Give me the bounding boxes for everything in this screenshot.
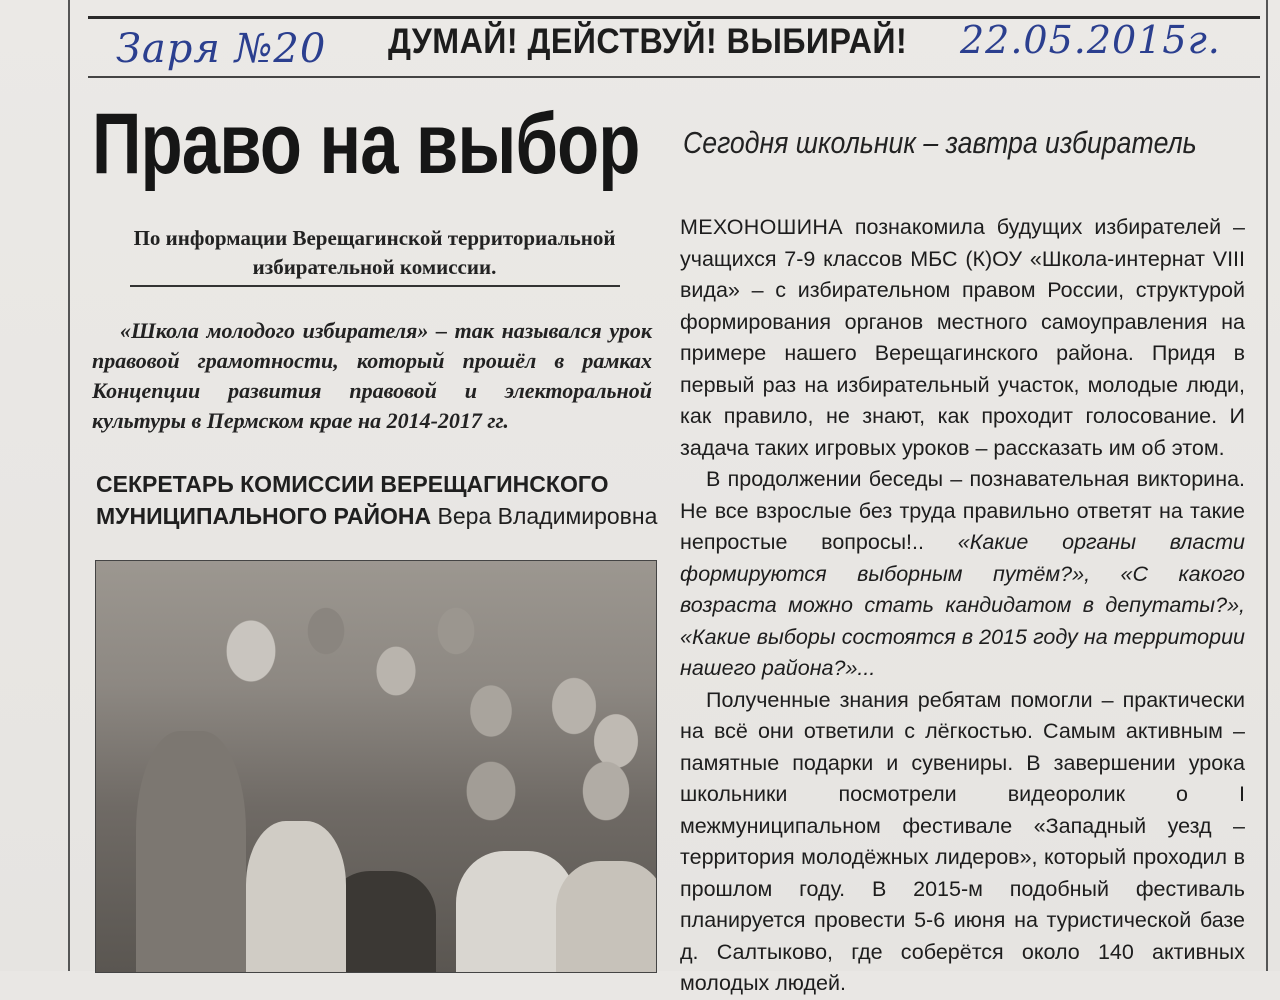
paragraph-2-text: В продолжении беседы – познавательная викторина. Не все взрослые без труда правильно ответят на такие непростые вопросы!.. <box>680 467 1245 554</box>
byline-name: Вера Владимировна <box>437 503 658 529</box>
paragraph-1-text: познакомила будущих избирателей – учащихся 7-9 классов МБС (К)ОУ «Школа-интернат VIII вида» – с избирательном правом России, структурой формирования органов местного самоуправления на примере нашего Верещагинского района. Придя в первый раз на избирательный участок, молодые люди, как правило, не знают, как проходит голосование. И задача таких игровых уроков – рассказать им об этом. <box>680 215 1245 460</box>
author-surname: МЕХОНОШИНА <box>680 215 843 239</box>
quiz-questions: «Какие органы власти формируются выборным путём?», «С какого возраста можно стать кандидатом в депутаты?», «Какие выборы состоятся в 2015 году на территории нашего района?»... <box>680 530 1245 680</box>
handwritten-issue-note: Заря №20 <box>116 26 327 72</box>
article-body-column <box>680 212 1245 1000</box>
header-rule <box>88 76 1260 78</box>
body-paragraph-1 <box>680 212 1245 464</box>
article-photo <box>95 560 657 973</box>
body-paragraph-2 <box>680 464 1245 685</box>
right-edge <box>1266 0 1268 971</box>
byline-title: СЕКРЕТАРЬ КОМИССИИ ВЕРЕЩАГИНСКОГО МУНИЦИПАЛЬНОГО РАЙОНА <box>96 471 609 529</box>
body-paragraph-3 <box>680 685 1245 1000</box>
lead-paragraph: «Школа молодого избирателя» – так назывался урок правовой грамотности, который прошёл в рамках Концепции развития правовой и электоральной культуры в Пермском крае на 2014-2017 гг. <box>92 318 652 433</box>
handwritten-date-note: 22.05.2015г. <box>960 18 1221 62</box>
source-divider <box>130 285 620 287</box>
article-headline: Право на выбор <box>92 96 640 192</box>
paragraph-3-text: Полученные знания ребятам помогли – практически на всё они ответили с лёгкостью. Самым активным – памятные подарки и сувениры. В завершении урока школьники посмотрели видеоролик о I межмуниципальном фестивале «Западный уезд – территория молодёжных лидеров», который проходил в прошлом году. В 2015-м подобный фестиваль планируется провести 5-6 июня на туристической базе д. Салтыково, где соберётся около 140 активных молодых людей. <box>680 687 1245 995</box>
source-note: По информации Верещагинской территориальной избирательной комиссии. <box>133 226 616 279</box>
byline <box>96 468 671 532</box>
photo-figure <box>246 821 346 973</box>
section-kicker: ДУМАЙ! ДЕЙСТВУЙ! ВЫБИРАЙ! <box>388 22 908 61</box>
left-edge <box>68 0 70 971</box>
article-subheadline: Сегодня школьник – завтра избиратель <box>683 125 1197 160</box>
photo-figure <box>136 731 246 973</box>
photo-figure <box>556 861 657 973</box>
